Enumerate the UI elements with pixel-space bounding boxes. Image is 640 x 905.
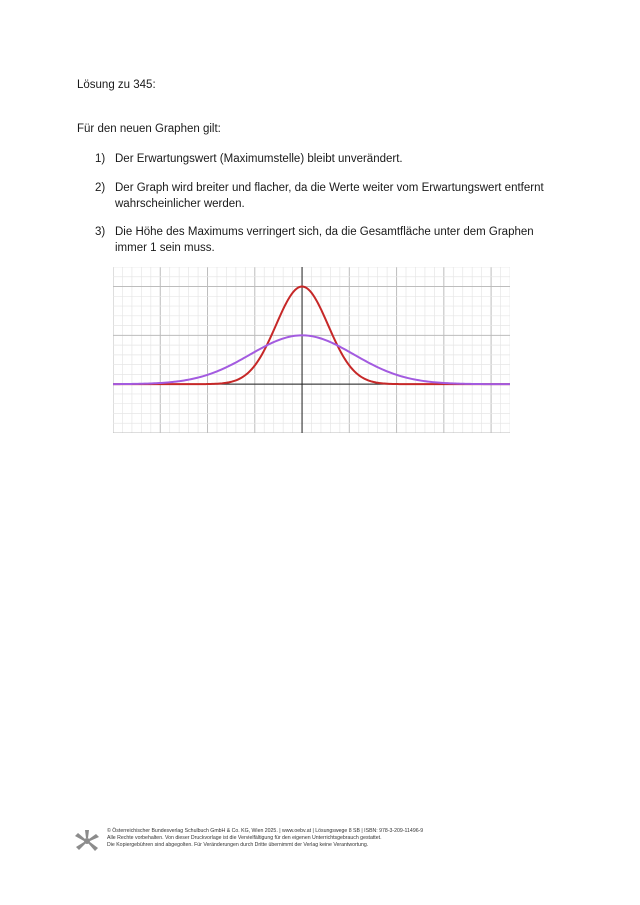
intro-text: Für den neuen Graphen gilt:	[77, 123, 221, 135]
solution-title: Lösung zu 345:	[77, 79, 156, 91]
list-item-number: 2)	[95, 182, 106, 194]
footer-fees: Die Kopiergebühren sind abgegolten. Für Veränderungen durch Dritte übernimmt der Verlag keine Verantwortung.	[107, 842, 369, 848]
footer-copyright: © Österreichischer Bundesverlag Schulbuch GmbH & Co. KG, Wien 2025. | www.oebv.at | Lösungswege 8 SB | ISBN: 978-3-209-11496-9	[107, 828, 424, 834]
list-item-number: 3)	[95, 226, 106, 238]
list-item-text: Die Höhe des Maximums verringert sich, da die Gesamtfläche unter dem Graphen immer 1 sein muss.	[115, 226, 534, 254]
footer-rights: Alle Rechte vorbehalten. Von dieser Druckvorlage ist die Vervielfältigung für den eigenen Unterrichtsgebrauch gestattet.	[107, 835, 382, 841]
publisher-logo-icon	[75, 830, 99, 852]
list-item-number: 1)	[95, 153, 106, 165]
distribution-chart	[113, 267, 510, 433]
list-item-text: Der Erwartungswert (Maximumstelle) bleibt unverändert.	[115, 153, 403, 165]
list-item-text: Der Graph wird breiter und flacher, da die Werte weiter vom Erwartungswert entfernt wahrscheinlicher werden.	[115, 182, 544, 210]
